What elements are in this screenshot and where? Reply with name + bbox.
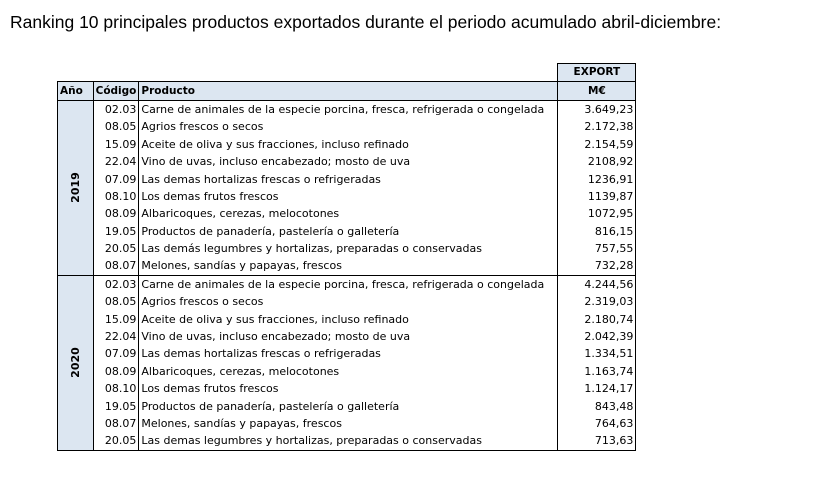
code-cell: 08.07	[93, 257, 139, 275]
product-cell: Carne de animales de la especie porcina, fresca, refrigerada o congelada	[139, 100, 558, 118]
table-row	[58, 275, 636, 293]
table-row	[58, 328, 636, 345]
code-cell: 08.09	[93, 363, 139, 380]
product-cell: Las demás legumbres y hortalizas, preparadas o conservadas	[139, 240, 558, 257]
table-row	[58, 345, 636, 362]
table-row	[58, 223, 636, 240]
empty-header-cell	[93, 64, 139, 82]
table-row	[58, 293, 636, 310]
code-cell: 08.07	[93, 415, 139, 432]
table-row	[58, 240, 636, 257]
value-cell: 1.124,17	[558, 380, 636, 397]
value-cell: 2.154,59	[558, 136, 636, 153]
product-cell: Vino de uvas, incluso encabezado; mosto de uva	[139, 153, 558, 170]
code-cell: 20.05	[93, 240, 139, 257]
product-cell: Agrios frescos o secos	[139, 118, 558, 135]
code-cell: 20.05	[93, 432, 139, 450]
value-cell: 2.319,03	[558, 293, 636, 310]
year-label: 2019	[68, 172, 82, 204]
value-cell: 2108,92	[558, 153, 636, 170]
value-cell: 1072,95	[558, 205, 636, 222]
code-cell: 15.09	[93, 136, 139, 153]
table-body	[58, 100, 636, 450]
table-row	[58, 153, 636, 170]
value-cell: 843,48	[558, 397, 636, 414]
export-group-header: EXPORT	[558, 64, 636, 82]
group-header-row	[58, 64, 636, 82]
table-row	[58, 397, 636, 414]
code-cell: 02.03	[93, 100, 139, 118]
table-row	[58, 136, 636, 153]
product-cell: Productos de panadería, pastelería o galletería	[139, 223, 558, 240]
product-cell: Las demas hortalizas frescas o refrigeradas	[139, 170, 558, 187]
product-column-header: Producto	[139, 82, 558, 100]
code-cell: 08.05	[93, 293, 139, 310]
value-cell: 1139,87	[558, 188, 636, 205]
year-cell	[58, 100, 94, 275]
empty-header-cell	[58, 64, 94, 82]
code-cell: 08.10	[93, 380, 139, 397]
unit-column-header: M€	[558, 82, 636, 100]
column-header-row	[58, 82, 636, 100]
product-cell: Los demas frutos frescos	[139, 188, 558, 205]
table-row	[58, 100, 636, 118]
code-cell: 08.09	[93, 205, 139, 222]
code-cell: 22.04	[93, 328, 139, 345]
product-cell: Agrios frescos o secos	[139, 293, 558, 310]
value-cell: 713,63	[558, 432, 636, 450]
product-cell: Vino de uvas, incluso encabezado; mosto de uva	[139, 328, 558, 345]
code-cell: 22.04	[93, 153, 139, 170]
table-row	[58, 310, 636, 327]
year-cell	[58, 275, 94, 450]
product-cell: Aceite de oliva y sus fracciones, incluso refinado	[139, 136, 558, 153]
code-cell: 08.10	[93, 188, 139, 205]
product-cell: Productos de panadería, pastelería o galletería	[139, 397, 558, 414]
empty-header-cell	[139, 64, 558, 82]
value-cell: 1.163,74	[558, 363, 636, 380]
product-cell: Melones, sandías y papayas, frescos	[139, 257, 558, 275]
document-heading: Ranking 10 principales productos exportados durante el periodo acumulado abril-diciembre:	[10, 12, 722, 32]
product-cell: Las demas hortalizas frescas o refrigeradas	[139, 345, 558, 362]
product-cell: Las demas legumbres y hortalizas, preparadas o conservadas	[139, 432, 558, 450]
code-cell: 07.09	[93, 170, 139, 187]
table-row	[58, 118, 636, 135]
code-cell: 19.05	[93, 397, 139, 414]
product-cell: Los demas frutos frescos	[139, 380, 558, 397]
code-cell: 08.05	[93, 118, 139, 135]
value-cell: 4.244,56	[558, 275, 636, 293]
table-row	[58, 363, 636, 380]
value-cell: 757,55	[558, 240, 636, 257]
product-cell: Aceite de oliva y sus fracciones, incluso refinado	[139, 310, 558, 327]
value-cell: 1.334,51	[558, 345, 636, 362]
table-row	[58, 257, 636, 275]
table-row	[58, 415, 636, 432]
value-cell: 1236,91	[558, 170, 636, 187]
year-label: 2020	[68, 347, 82, 378]
year-column-header: Año	[58, 82, 94, 100]
code-cell: 07.09	[93, 345, 139, 362]
table-row	[58, 170, 636, 187]
table-row	[58, 432, 636, 450]
value-cell: 816,15	[558, 223, 636, 240]
product-cell: Albaricoques, cerezas, melocotones	[139, 363, 558, 380]
table-row	[58, 205, 636, 222]
product-cell: Melones, sandías y papayas, frescos	[139, 415, 558, 432]
value-cell: 764,63	[558, 415, 636, 432]
code-cell: 15.09	[93, 310, 139, 327]
code-cell: 19.05	[93, 223, 139, 240]
value-cell: 2.042,39	[558, 328, 636, 345]
product-cell: Carne de animales de la especie porcina, fresca, refrigerada o congelada	[139, 275, 558, 293]
product-cell: Albaricoques, cerezas, melocotones	[139, 205, 558, 222]
code-column-header: Código	[93, 82, 139, 100]
value-cell: 732,28	[558, 257, 636, 275]
code-cell: 02.03	[93, 275, 139, 293]
value-cell: 3.649,23	[558, 100, 636, 118]
table-row	[58, 188, 636, 205]
value-cell: 2.172,38	[558, 118, 636, 135]
table-row	[58, 380, 636, 397]
export-ranking-table	[57, 63, 636, 451]
value-cell: 2.180,74	[558, 310, 636, 327]
